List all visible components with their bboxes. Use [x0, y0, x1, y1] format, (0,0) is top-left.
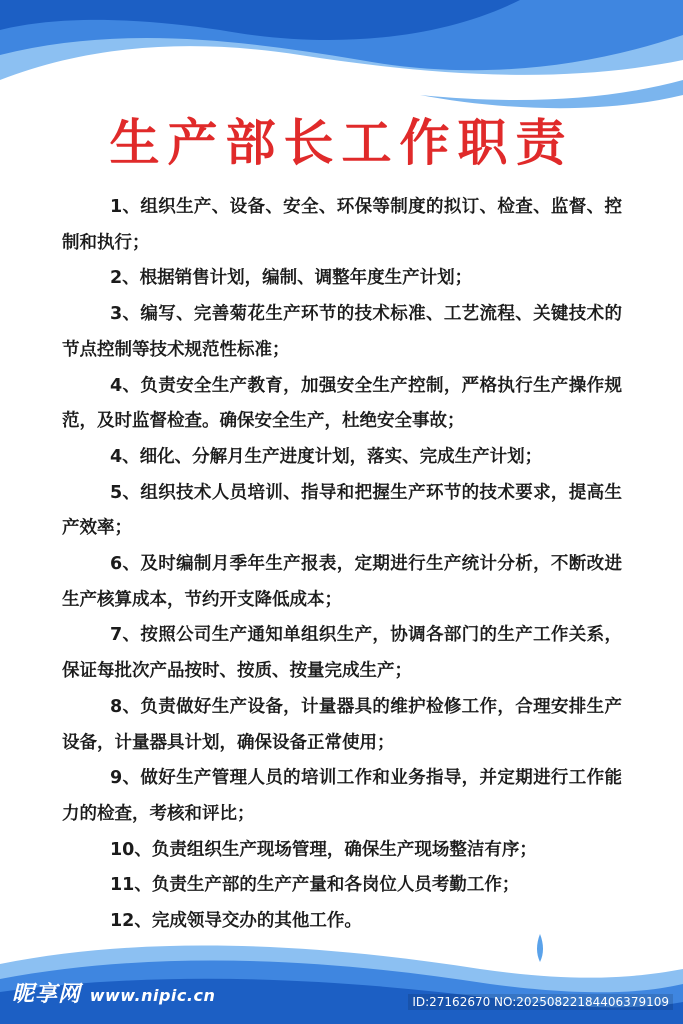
watermark-url: www.nipic.cn — [89, 986, 216, 1005]
duty-item: 3、编写、完善菊花生产环节的技术标准、工艺流程、关键技术的节点控制等技术规范性标准； — [62, 304, 622, 360]
page-title: 生产部长工作职责 — [109, 114, 574, 172]
duty-item: 8、负责做好生产设备，计量器具的维护检修工作，合理安排生产设备，计量器具计划，确保设备正常使用； — [62, 696, 622, 753]
duties-list — [62, 190, 622, 940]
duty-item: 12、完成领导交办的其他工作。 — [110, 911, 362, 932]
watermark-brand: 昵享网 — [12, 982, 82, 1007]
watermark-logo — [12, 977, 215, 1008]
duty-item: 11、负责生产部的生产产量和各岗位人员考勤工作； — [110, 875, 520, 896]
watermark-id: ID:27162670 NO:20250822184406379109 — [408, 994, 673, 1010]
duty-item: 4、负责安全生产教育，加强安全生产控制，严格执行生产操作规范，及时监督检查。确保安全生产，杜绝安全事故； — [62, 375, 622, 432]
duty-item: 5、组织技术人员培训、指导和把握生产环节的技术要求，提高生产效率； — [62, 482, 622, 539]
duty-item: 4、细化、分解月生产进度计划，落实、完成生产计划； — [110, 446, 543, 467]
duty-item: 9、做好生产管理人员的培训工作和业务指导，并定期进行工作能力的检查，考核和评比； — [62, 768, 622, 824]
duty-item: 10、负责组织生产现场管理，确保生产现场整洁有序； — [110, 839, 537, 860]
duty-item: 6、及时编制月季年生产报表，定期进行生产统计分析，不断改进生产核算成本，节约开支降低成本； — [62, 554, 622, 610]
duty-item: 2、根据销售计划，编制、调整年度生产计划； — [110, 268, 473, 289]
duty-item: 1、组织生产、设备、安全、环保等制度的拟订、检查、监督、控制和执行； — [62, 197, 622, 253]
duty-item: 7、按照公司生产通知单组织生产，协调各部门的生产工作关系，保证每批次产品按时、按质、按量完成生产； — [62, 625, 622, 682]
